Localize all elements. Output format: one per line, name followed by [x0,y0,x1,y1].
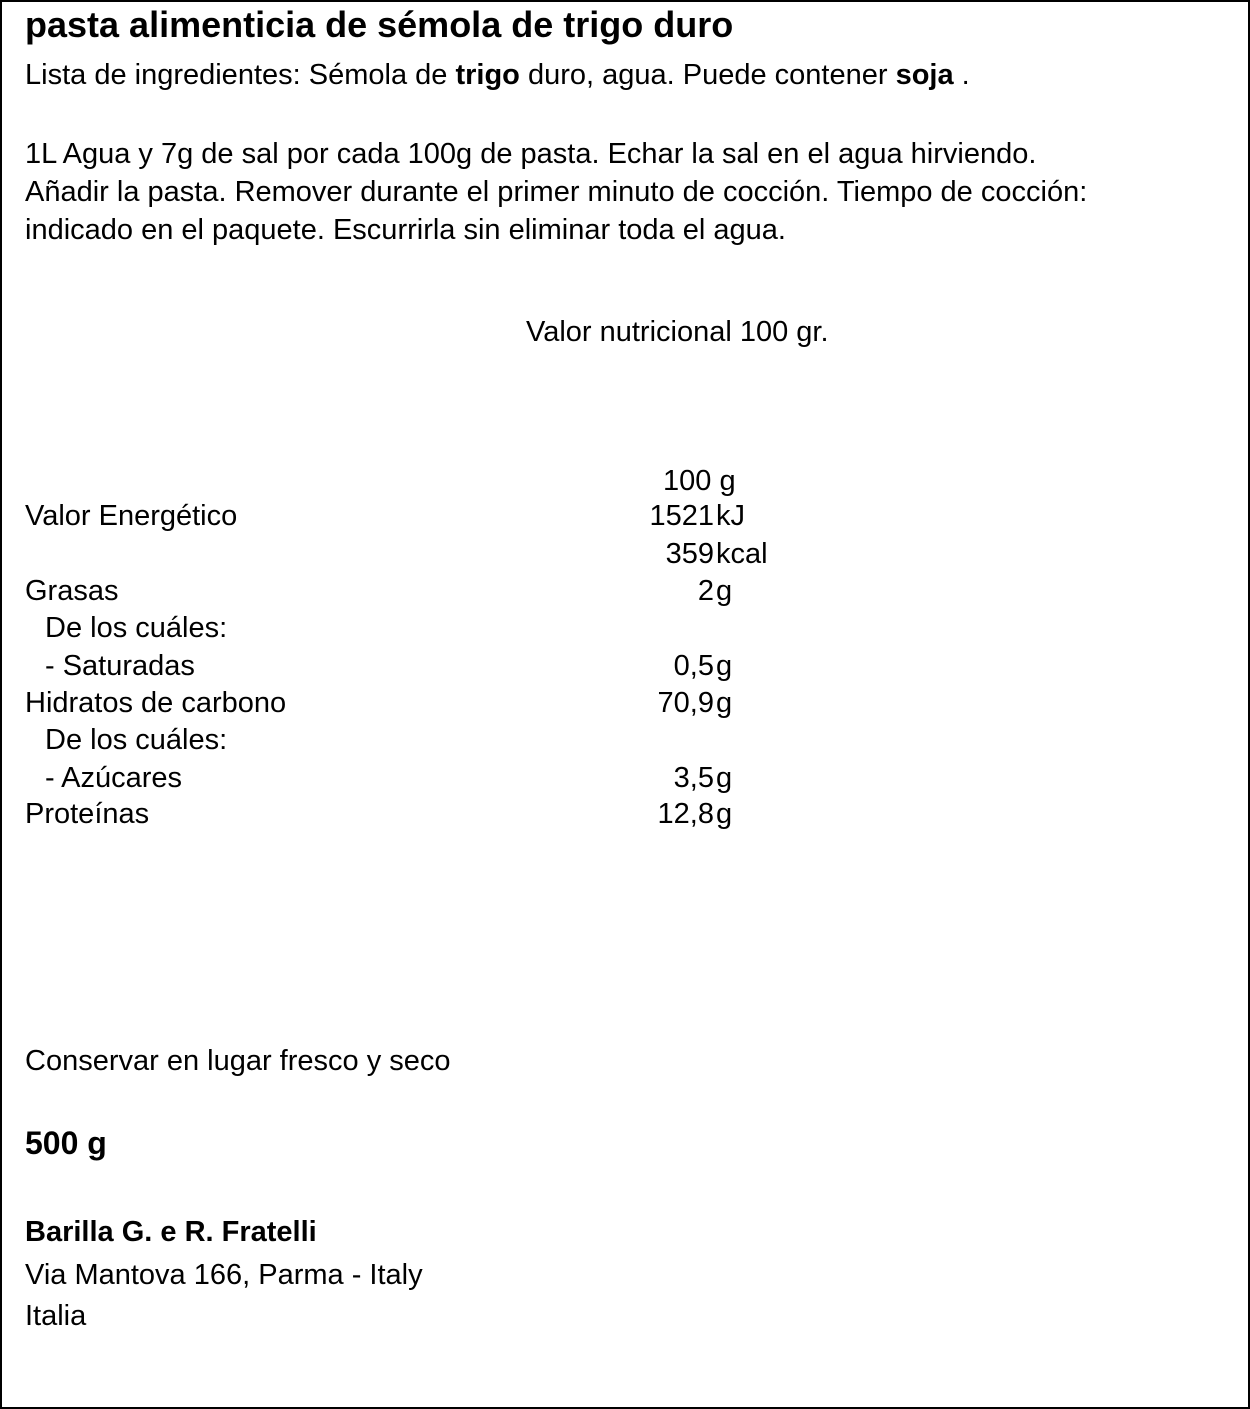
nutrition-unit-energy-kj: kJ [716,500,745,532]
nutrition-unit-saturated: g [716,650,733,682]
instructions-line-2: Añadir la pasta. Remover durante el primer minuto de cocción. Tiempo de cocción: [25,176,1088,208]
nutrition-unit-energy-kcal: kcal [716,538,768,570]
instructions-line-3: indicado en el paquete. Escurrirla sin eliminar toda el agua. [25,214,786,246]
ingredients-suffix: . [953,59,970,91]
ingredients-prefix: Lista de ingredientes: Sémola de [25,59,456,91]
nutrition-value-carbohydrates: 70,9 [657,687,714,719]
instructions-line-1: 1L Agua y 7g de sal por cada 100g de pasta. Echar la sal en el agua hirviendo. [25,138,1037,170]
nutrition-unit-carbohydrates: g [716,687,733,719]
nutrition-value-energy-kcal: 359 [665,538,714,570]
nutrition-label-of-which-2: De los cuáles: [45,724,228,756]
nutrition-label-carbohydrates: Hidratos de carbono [25,687,287,719]
ingredients-list [25,61,970,90]
nutrition-label-fat: Grasas [25,575,119,607]
nutrition-value-fat: 2 [697,575,714,607]
ingredients-middle: duro, agua. Puede contener [519,59,896,91]
nutrition-label-of-which-1: De los cuáles: [45,612,228,644]
nutrition-label-energy: Valor Energético [25,500,238,532]
net-weight: 500 g [25,1125,107,1161]
storage-instructions: Conservar en lugar fresco y seco [25,1045,451,1077]
nutrition-heading: Valor nutricional 100 gr. [526,316,829,348]
nutrition-label-saturated: - Saturadas [45,650,195,682]
nutrition-unit-fat: g [716,575,733,607]
nutrition-label-protein: Proteínas [25,798,150,830]
nutrition-value-saturated: 0,5 [673,650,714,682]
nutrition-value-protein: 12,8 [657,798,714,830]
product-title: pasta alimenticia de sémola de trigo duro [25,4,734,45]
manufacturer-address: Via Mantova 166, Parma - Italy [25,1259,423,1291]
allergen-trigo: trigo [455,59,520,91]
nutrition-label-sugars: - Azúcares [45,762,182,794]
nutrition-unit-sugars: g [716,762,733,794]
manufacturer-name: Barilla G. e R. Fratelli [25,1216,317,1248]
manufacturer-country: Italia [25,1300,87,1332]
nutrition-unit-protein: g [716,798,733,830]
allergen-soja: soja [895,59,954,91]
nutrition-value-energy-kj: 1521 [649,500,714,532]
nutrition-column-header: 100 g [663,465,736,497]
nutrition-value-sugars: 3,5 [673,762,714,794]
